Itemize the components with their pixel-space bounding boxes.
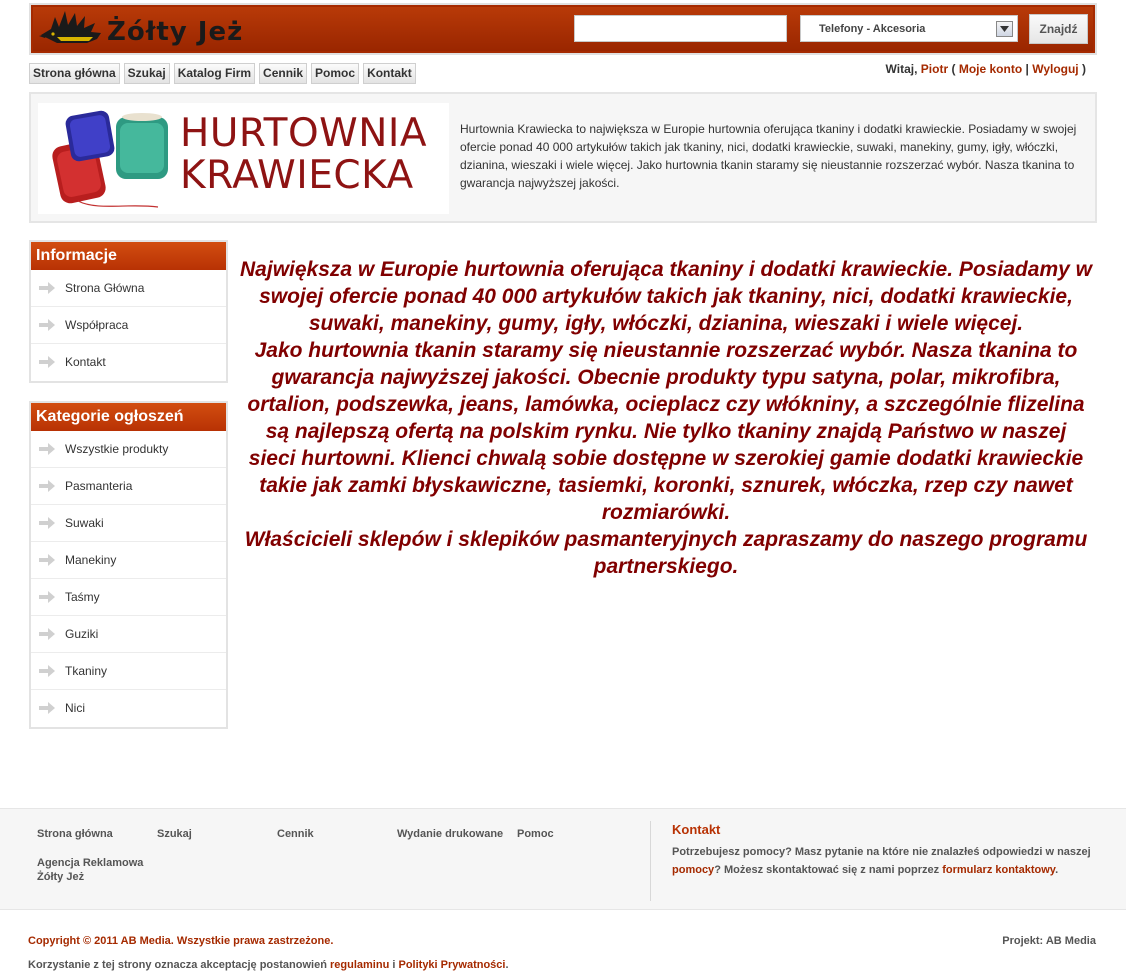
nav-tab-contact[interactable]: Kontakt bbox=[363, 63, 416, 84]
privacy-policy-link[interactable]: Polityki Prywatności bbox=[398, 959, 506, 971]
banner-title bbox=[180, 113, 427, 197]
contact-form-link[interactable]: formularz kontaktowy bbox=[942, 864, 1056, 876]
nav-tab-home[interactable]: Strona główna bbox=[29, 63, 120, 84]
categories-box bbox=[29, 401, 228, 729]
hedgehog-icon bbox=[37, 7, 107, 49]
info-box bbox=[29, 240, 228, 383]
logout-link[interactable]: Wyloguj bbox=[1032, 62, 1079, 76]
footer-link-agency[interactable] bbox=[37, 856, 143, 884]
site-logo[interactable] bbox=[35, 7, 275, 49]
sidebar-item-label: Strona Główna bbox=[65, 281, 145, 295]
user-bar bbox=[886, 62, 1086, 76]
banner-image bbox=[38, 103, 449, 214]
footer-link-pricing[interactable]: Cennik bbox=[277, 828, 314, 840]
info-box-title: Informacje bbox=[31, 242, 226, 270]
main-paragraph-1: Największa w Europie hurtownia oferująca tkaniny i dodatki krawieckie. Posiadamy w swojej ofercie ponad 40 000 artykułów takich jak tkaniny, nici, dodatki krawieckie, suwaki, manekiny, gumy, igły, włóczki, dzianina, wieszaki i wiele więcej. bbox=[240, 258, 1092, 335]
banner-title-line1: HURTOWNIA bbox=[180, 111, 428, 156]
banner-description: Hurtownia Krawiecka to największa w Europie hurtownia oferująca tkaniny i dodatki krawieckie. Posiadamy w swojej ofercie ponad 40 000 artykułów takich jak tkaniny, nici, dodatki krawieckie, suwaki, manekiny, gumy, igły, włóczki, dzianina, wieszaki i wiele więcej. Jako hurtownia tkanin staramy się nieustannie rozszerzać wybór. Nasza tkanina to gwarancja najwyższej jakości. bbox=[460, 122, 1077, 190]
separator: | bbox=[1025, 62, 1029, 76]
footer-link-search[interactable]: Szukaj bbox=[157, 828, 192, 840]
banner bbox=[29, 92, 1097, 223]
category-select-value: Telefony - Akcesoria bbox=[819, 23, 926, 35]
regulations-link[interactable]: regulaminu bbox=[330, 959, 390, 971]
sidebar-item-label: Suwaki bbox=[65, 516, 104, 530]
contact-text-2: ? Możesz skontaktować się z nami poprzez bbox=[714, 864, 940, 876]
sidebar-item-zippers[interactable] bbox=[31, 505, 226, 542]
terms-and: i bbox=[392, 959, 396, 971]
sidebar-item-home[interactable] bbox=[31, 270, 226, 307]
sidebar-item-label: Tkaniny bbox=[65, 664, 108, 678]
footer-link-home[interactable]: Strona główna bbox=[37, 828, 113, 840]
sidebar-item-contact[interactable] bbox=[31, 344, 226, 381]
nav-tab-company-catalog[interactable]: Katalog Firm bbox=[174, 63, 255, 84]
terms-text: Korzystanie z tej strony oznacza akceptację postanowień bbox=[28, 959, 327, 971]
arrow-right-icon bbox=[39, 554, 55, 566]
agency-line-2: Żółty Jeż bbox=[37, 871, 85, 883]
chevron-down-icon bbox=[1000, 26, 1009, 32]
paren-close: ) bbox=[1082, 62, 1086, 76]
footer-divider bbox=[650, 821, 651, 901]
sidebar-item-fabrics[interactable] bbox=[31, 653, 226, 690]
sidebar-item-tapes[interactable] bbox=[31, 579, 226, 616]
footer bbox=[0, 808, 1126, 910]
sidebar-item-mannequins[interactable] bbox=[31, 542, 226, 579]
sidebar-item-cooperation[interactable] bbox=[31, 307, 226, 344]
arrow-right-icon bbox=[39, 480, 55, 492]
arrow-right-icon bbox=[39, 665, 55, 677]
greeting-text: Witaj, bbox=[885, 62, 918, 76]
main-paragraph-2: Jako hurtownia tkanin staramy się nieustannie rozszerzać wybór. Nasza tkanina to gwarancja najwyższej jakości. Obecnie produkty typu satyna, polar, mikrofibra, ortalion, podszewka, jeans, lamówka, ocieplacz czy włókniny, a szczególnie flizelina są najlepszą ofertą na polskim rynku. Nie tylko tkaniny znajdą Państwo w naszej sieci hurtowni. Klienci chwalą sobie dostępne w szerokiej gamie dodatki krawieckie takie jak zamki błyskawiczne, tasiemki, koronki, sznurek, włóczka, rzep czy nawet rozmiarówki. bbox=[247, 339, 1085, 524]
sidebar-item-haberdashery[interactable] bbox=[31, 468, 226, 505]
project-credit: Projekt: AB Media bbox=[1002, 935, 1096, 947]
agency-line-1: Agencja Reklamowa bbox=[37, 857, 144, 869]
sidebar-item-threads[interactable] bbox=[31, 690, 226, 727]
sidebar-item-all-products[interactable] bbox=[31, 431, 226, 468]
header-bar bbox=[29, 3, 1097, 55]
footer-link-help[interactable]: Pomoc bbox=[517, 828, 554, 840]
nav-tab-help[interactable]: Pomoc bbox=[311, 63, 359, 84]
dropdown-button[interactable] bbox=[996, 21, 1013, 37]
copyright: Copyright © 2011 AB Media. Wszystkie prawa zastrzeżone. bbox=[28, 935, 334, 947]
banner-title-line2: KRAWIECKA bbox=[180, 153, 414, 198]
sidebar-item-label: Nici bbox=[65, 701, 85, 715]
main-paragraph-3: Właścicieli sklepów i sklepików pasmanteryjnych zapraszamy do naszego programu partnerskiego. bbox=[244, 528, 1088, 578]
arrow-right-icon bbox=[39, 282, 55, 294]
search-input[interactable] bbox=[574, 15, 787, 42]
footer-link-print-edition[interactable]: Wydanie drukowane bbox=[397, 828, 504, 840]
terms-end: . bbox=[505, 959, 509, 971]
find-button[interactable]: Znajdź bbox=[1029, 14, 1088, 44]
username-link[interactable]: Piotr bbox=[920, 62, 949, 76]
contact-title: Kontakt bbox=[672, 822, 721, 837]
contact-text-3: . bbox=[1055, 864, 1059, 876]
main-content bbox=[240, 256, 1092, 580]
sidebar-item-label: Pasmanteria bbox=[65, 479, 133, 493]
arrow-right-icon bbox=[39, 356, 55, 368]
arrow-right-icon bbox=[39, 319, 55, 331]
paren-open: ( bbox=[951, 62, 956, 76]
sidebar-item-label: Manekiny bbox=[65, 553, 117, 567]
sidebar-item-buttons[interactable] bbox=[31, 616, 226, 653]
my-account-link[interactable]: Moje konto bbox=[958, 62, 1023, 76]
nav-tab-pricing[interactable]: Cennik bbox=[259, 63, 307, 84]
logo-text: Żółty Jeż bbox=[107, 17, 244, 47]
category-select[interactable] bbox=[800, 15, 1018, 42]
sidebar-item-label: Wszystkie produkty bbox=[65, 442, 169, 456]
categories-box-title: Kategorie ogłoszeń bbox=[31, 403, 226, 431]
arrow-right-icon bbox=[39, 702, 55, 714]
arrow-right-icon bbox=[39, 443, 55, 455]
terms-notice bbox=[28, 959, 509, 971]
arrow-right-icon bbox=[39, 517, 55, 529]
contact-text-1: Potrzebujesz pomocy? Masz pytanie na które nie znalazłeś odpowiedzi w naszej bbox=[672, 846, 1091, 858]
nav-tab-search[interactable]: Szukaj bbox=[124, 63, 170, 84]
sidebar-item-label: Współpraca bbox=[65, 318, 129, 332]
arrow-right-icon bbox=[39, 591, 55, 603]
top-nav bbox=[29, 63, 416, 84]
sidebar-item-label: Kontakt bbox=[65, 355, 106, 369]
sidebar-item-label: Taśmy bbox=[65, 590, 100, 604]
arrow-right-icon bbox=[39, 628, 55, 640]
contact-text bbox=[672, 843, 1092, 879]
sidebar-item-label: Guziki bbox=[65, 627, 99, 641]
thread-spools-icon bbox=[38, 103, 178, 214]
help-link[interactable]: pomocy bbox=[672, 864, 715, 876]
